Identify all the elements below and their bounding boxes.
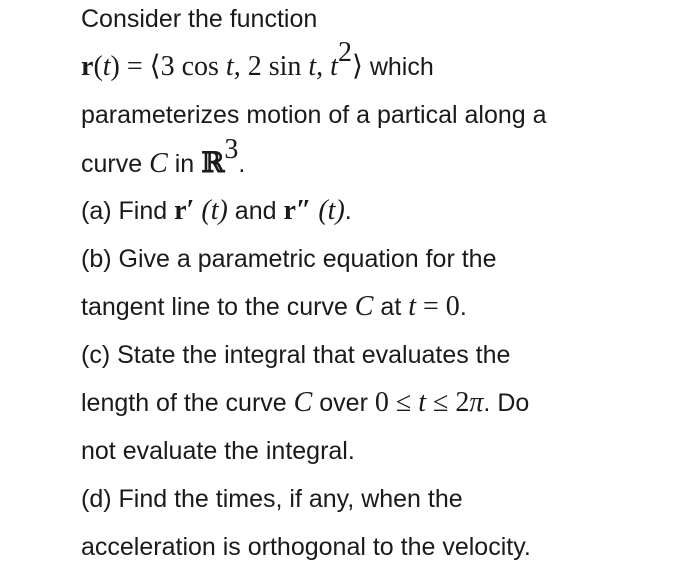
part-b-line: (b) Give a parametric equation for the xyxy=(81,245,497,273)
over-text: over xyxy=(312,389,375,417)
in-text: in xyxy=(167,150,202,178)
equals-zero: = 0 xyxy=(416,291,460,322)
curve-line xyxy=(81,134,246,179)
var-t: t xyxy=(225,51,234,82)
curve-C: C xyxy=(149,148,168,179)
period: . xyxy=(238,150,246,178)
do-text: . Do xyxy=(483,389,530,417)
function-definition-line xyxy=(81,37,434,82)
which-text: which xyxy=(362,53,434,81)
text-line-10: not evaluate the integral. xyxy=(81,437,355,465)
length-line xyxy=(81,388,529,418)
paren-t: (t) xyxy=(311,195,345,226)
period: . xyxy=(344,197,352,225)
var-t: t xyxy=(102,51,111,82)
eq-3cos: ) = ⟨3 cos xyxy=(110,51,226,82)
part-a-line xyxy=(81,196,352,226)
pi-symbol: π xyxy=(469,387,484,418)
reals-R: ℝ xyxy=(201,146,225,179)
and-text: and xyxy=(227,197,284,225)
at-text: at xyxy=(373,293,409,321)
curve-text: curve xyxy=(81,150,150,178)
text-line-12: acceleration is orthogonal to the velocity. xyxy=(81,533,531,561)
tangent-text: tangent line to the curve xyxy=(81,293,355,321)
var-t: t xyxy=(308,51,317,82)
r-double-prime: r″ xyxy=(283,195,312,226)
part-a-text: (a) Find xyxy=(81,197,175,225)
period: . xyxy=(459,293,467,321)
var-t: t xyxy=(330,51,338,82)
part-d-line: (d) Find the times, if any, when the xyxy=(81,485,463,513)
var-t: t xyxy=(408,291,417,322)
range-end: ≤ 2 xyxy=(426,387,470,418)
r-prime: r′ xyxy=(174,195,195,226)
eq-2sin: , 2 sin xyxy=(233,51,309,82)
paren-open: ( xyxy=(93,51,103,82)
exponent-3: 3 xyxy=(224,134,239,166)
length-text: length of the curve xyxy=(81,389,294,417)
angle-close: ⟩ xyxy=(351,51,363,82)
var-t: t xyxy=(418,387,427,418)
intro-line: Consider the function xyxy=(81,5,318,33)
range-start: 0 ≤ xyxy=(374,387,419,418)
vector-r: r xyxy=(81,51,94,82)
paren-t: (t) xyxy=(194,195,228,226)
part-c-line: (c) State the integral that evaluates the xyxy=(81,341,511,369)
exponent-2: 2 xyxy=(337,37,352,69)
curve-C: C xyxy=(354,291,374,322)
curve-C: C xyxy=(293,387,313,418)
text-line-3: parameterizes motion of a partical along a xyxy=(81,101,547,129)
comma: , xyxy=(316,51,331,82)
tangent-line xyxy=(81,292,467,322)
